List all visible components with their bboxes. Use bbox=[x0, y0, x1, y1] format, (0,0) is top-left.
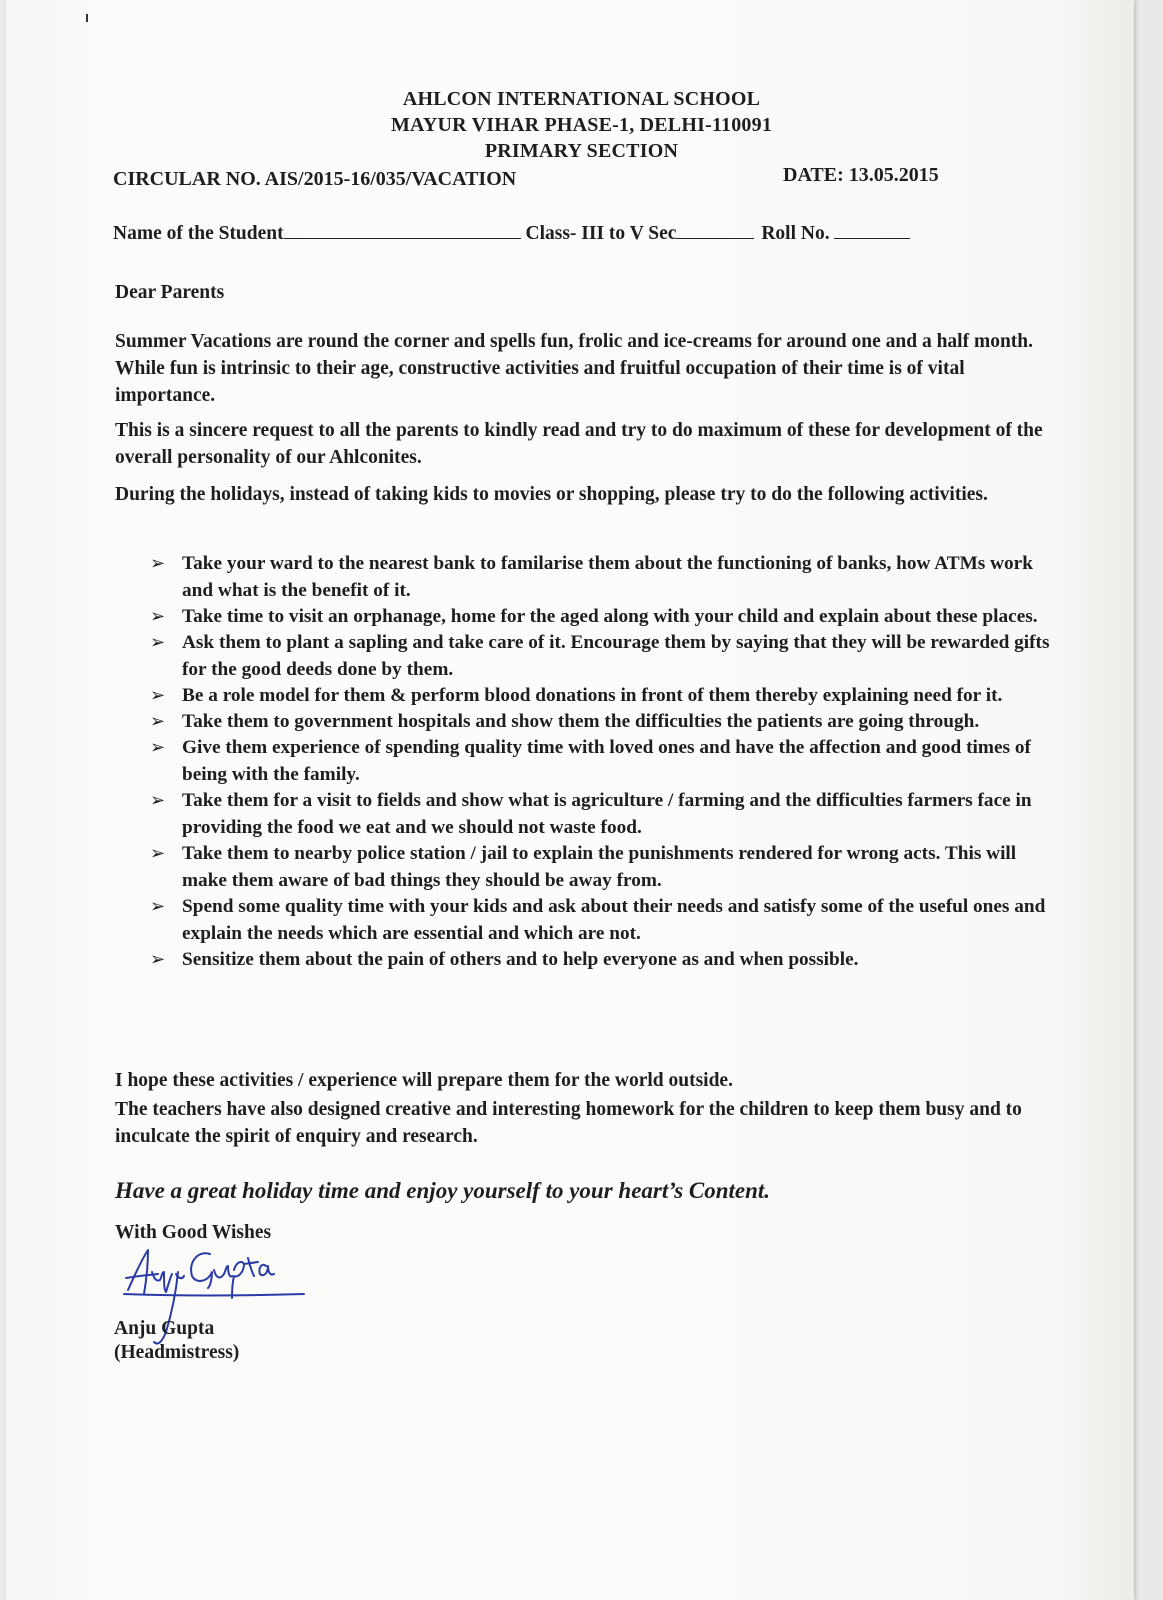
closing-line: I hope these activities / experience will prepare them for the world outside. bbox=[115, 1070, 733, 1091]
section-blank[interactable] bbox=[676, 220, 754, 239]
circular-number: CIRCULAR NO. AIS/2015-16/035/VACATION bbox=[113, 168, 517, 190]
roll-no-blank[interactable] bbox=[834, 220, 910, 239]
holidays-paragraph: During the holidays, instead of taking kids to movies or shopping, please try to do the following activities. bbox=[115, 484, 988, 505]
student-name-label: Name of the Student bbox=[113, 223, 284, 244]
student-name-blank[interactable] bbox=[284, 220, 521, 239]
list-item: ➢ Take them to nearby police station / jail to explain the punishments rendered for wrong acts. This will make them aware of bad things they should be away from. bbox=[150, 840, 1060, 894]
class-section-label: Class- III to V Sec bbox=[525, 223, 677, 244]
salutation: Dear Parents bbox=[115, 282, 225, 303]
school-name: AHLCON INTERNATIONAL SCHOOL bbox=[402, 88, 761, 110]
activities-list bbox=[150, 550, 1060, 972]
student-info-line bbox=[113, 220, 910, 245]
arrow-bullet-icon: ➢ bbox=[150, 949, 166, 969]
intro-paragraph: Summer Vacations are round the corner and spells fun, frolic and ice-creams for around one and a half month. While fun is intrinsic to their age, constructive activities and fruitful occupation of their time is of vital importance. bbox=[115, 331, 1034, 406]
list-item: ➢ Take them to government hospitals and show them the difficulties the patients are going through. bbox=[150, 708, 1060, 735]
school-address: MAYUR VIHAR PHASE-1, DELHI-110091 bbox=[390, 114, 773, 136]
arrow-bullet-icon: ➢ bbox=[150, 685, 166, 705]
list-item: ➢ Take time to visit an orphanage, home for the aged along with your child and explain about these places. bbox=[150, 603, 1060, 630]
arrow-bullet-icon: ➢ bbox=[150, 737, 166, 757]
signatory-name: Anju Gupta bbox=[114, 1318, 215, 1339]
arrow-bullet-icon: ➢ bbox=[150, 896, 166, 916]
arrow-bullet-icon: ➢ bbox=[150, 711, 166, 731]
arrow-bullet-icon: ➢ bbox=[150, 632, 166, 652]
list-item: ➢ Spend some quality time with your kids and ask about their needs and satisfy some of the useful ones and explain the needs which are essential and which are not. bbox=[150, 893, 1060, 947]
roll-no-label: Roll No. bbox=[761, 223, 830, 244]
good-wishes: With Good Wishes bbox=[115, 1222, 272, 1243]
signatory-title: (Headmistress) bbox=[114, 1342, 240, 1363]
arrow-bullet-icon: ➢ bbox=[150, 606, 166, 626]
list-item: ➢ Sensitize them about the pain of others and to help everyone as and when possible. bbox=[150, 946, 1060, 973]
list-item: ➢ Give them experience of spending quality time with loved ones and have the affection and good times of being with the family. bbox=[150, 734, 1060, 788]
request-paragraph: This is a sincere request to all the parents to kindly read and try to do maximum of these for development of the overall personality of our Ahlconites. bbox=[115, 420, 1043, 468]
arrow-bullet-icon: ➢ bbox=[150, 553, 166, 573]
list-item: ➢ Take your ward to the nearest bank to familarise them about the functioning of banks, how ATMs work and what is the benefit of it. bbox=[150, 550, 1060, 604]
list-item: ➢ Take them for a visit to fields and show what is agriculture / farming and the difficulties farmers face in providing the food we eat and we should not waste food. bbox=[150, 787, 1060, 841]
section-title: PRIMARY SECTION bbox=[484, 140, 679, 162]
arrow-bullet-icon: ➢ bbox=[150, 843, 166, 863]
holiday-wish-quote: Have a great holiday time and enjoy yourself to your heart’s Content. bbox=[115, 1178, 771, 1203]
arrow-bullet-icon: ➢ bbox=[150, 790, 166, 810]
circular-date: DATE: 13.05.2015 bbox=[783, 164, 939, 186]
list-item: ➢ Ask them to plant a sapling and take care of it. Encourage them by saying that they will be rewarded gifts for the good deeds done by them. bbox=[150, 629, 1060, 683]
homework-note: The teachers have also designed creative and interesting homework for the children to keep them busy and to inculcate the spirit of enquiry and research. bbox=[115, 1099, 1022, 1147]
list-item: ➢ Be a role model for them & perform blood donations in front of them thereby explaining need for it. bbox=[150, 682, 1060, 709]
